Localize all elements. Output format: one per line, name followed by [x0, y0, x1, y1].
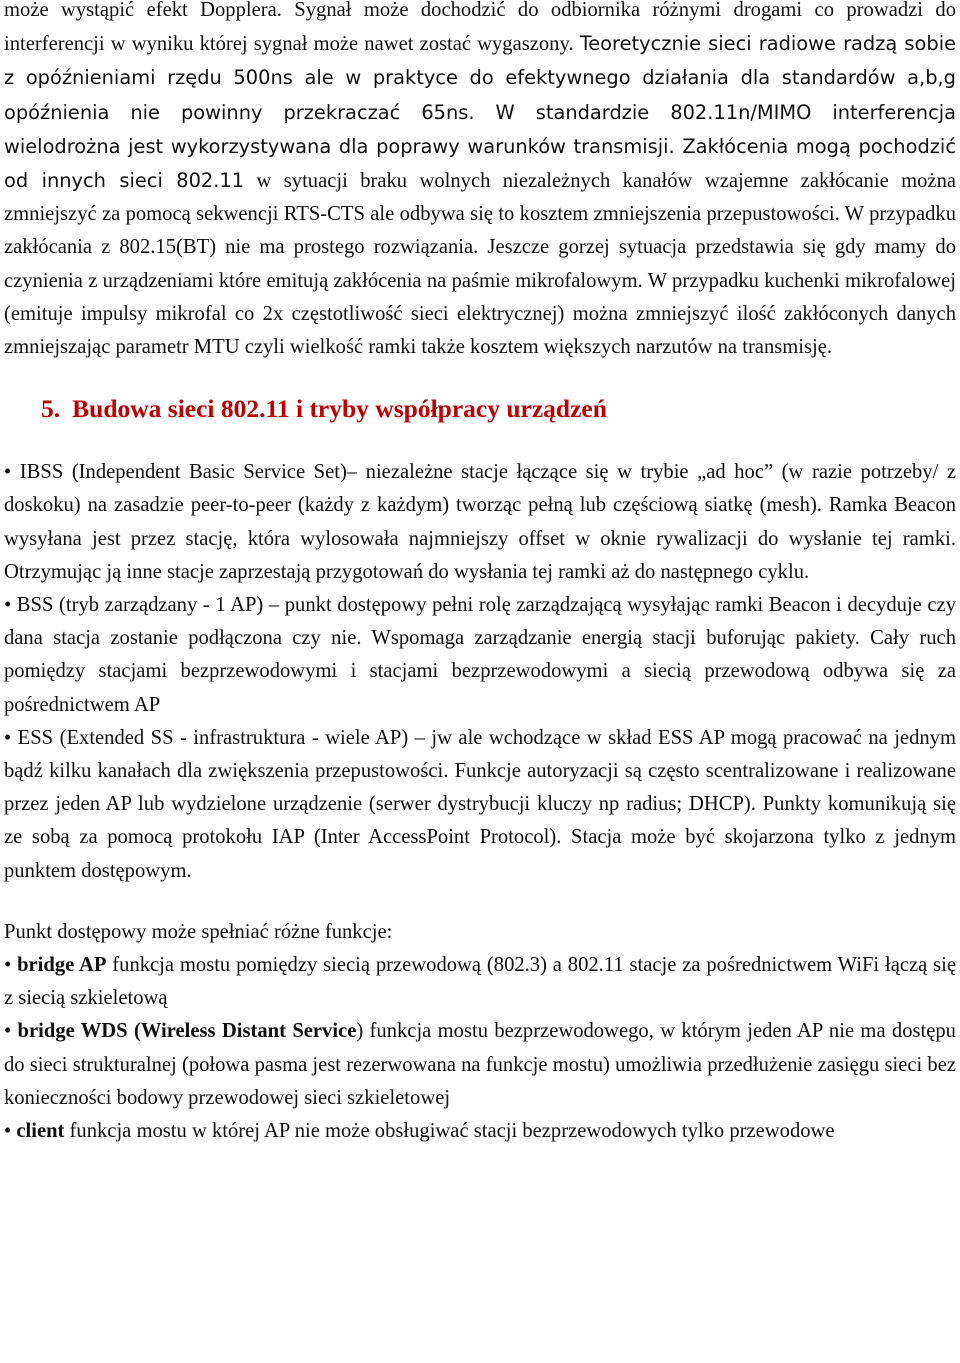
bullet: •	[4, 1120, 17, 1143]
desc-client: funkcja mostu w której AP nie może obsługiwać stacji bezprzewodowych tylko przewodowe	[64, 1120, 835, 1143]
paragraph-interference	[4, 0, 956, 364]
desc-bridge-ap: funkcja mostu pomiędzy siecią przewodową (802.3) a 802.11 stacje za pośrednictwem WiFi łączą się z siecią szkieletową	[4, 954, 957, 1010]
term-client: client	[16, 1120, 65, 1143]
bullet: •	[4, 954, 18, 977]
text-microwave-oven: W przypadku kuchenki mikrofalowej (emituje impulsy mikrofal co 2x częstotliwość sieci elektrycznej) można zmniejszyć ilość zakłóconych danych zmniejszając parametr MTU czyli wielkość ramki także kosztem większych narzutów na transmisję.	[4, 269, 957, 359]
paragraph-ibss: • IBSS (Independent Basic Service Set)– niezależne stacje łączące się w trybie „ad hoc” (w razie potrzeby/ z doskoku) na zasadzie peer-to-peer (każdy z każdym) tworząc pełną lub częściową siatkę (mesh). Ramka Beacon wysyłana jest przez stację, która wylosowała najmniejszy offset w oknie rywalizacji do wysłanie tej ramki. Otrzymując ją inne stacje zaprzestają przygotowań do wysłania tej ramki aż do następnego cyklu.	[4, 461, 956, 583]
paragraph-ess: • ESS (Extended SS - infrastruktura - wiele AP) – jw ale wchodzące w skład ESS AP mogą pracować na jednym bądź kilku kanałach dla zwiększenia przepustowości. Funkcje autoryzacji są często scentralizowane i realizowane przez jeden AP lub wydzielone urządzenie (serwer dystrybucji kluczy np radius; DHCP). Punkty komunikują się ze sobą za pomocą protokołu IAP (Inter AccessPoint Protocol). Stacja może być skojarzona tylko z jednym punktem dostępowym.	[4, 726, 956, 882]
list-item-client	[4, 1115, 956, 1148]
section-title: Budowa sieci 802.11 i tryby współpracy urządzeń	[72, 394, 607, 424]
text-microwave-band: Jeszcze gorzej sytuacja przedstawia się gdy mamy do czynienia z urządzeniami które emitują zakłócenia na paśmie mikrofalowym.	[4, 236, 956, 292]
section-heading	[41, 392, 956, 426]
text-doppler: może wystąpić efekt Dopplera. Sygnał może dochodzić do odbiornika różnymi drogami co prowadzi do interferencji w wyniku której sygnał może nawet zostać wygaszony.	[4, 0, 956, 56]
list-item-bridge-wds	[4, 1015, 956, 1115]
paragraph-ap-functions-intro: Punkt dostępowy może spełniać różne funkcje:	[4, 920, 393, 943]
paragraph-bss: • BSS (tryb zarządzany - 1 AP) – punkt dostępowy pełni rolę zarządzającą wysyłając ramki Beacon i decyduje czy dana stacja zostanie podłączona czy nie. Wspomaga zarządzanie energią stacji buforując pakiety. Cały ruch pomiędzy stacjami bezprzewodowymi i stacjami bezprzewodowymi a siecią przewodową odbywa się za pośrednictwem AP	[4, 594, 956, 716]
term-bridge-wds: bridge WDS (Wireless Distant Service	[17, 1020, 357, 1043]
spacer	[4, 888, 956, 916]
term-bridge-ap: bridge AP	[17, 954, 107, 977]
section-number: 5.	[41, 394, 61, 424]
bullet: •	[4, 1020, 18, 1043]
text-delays-mimo: Teoretycznie sieci radiowe radzą sobie z opóźnieniami rzędu 500ns ale w praktyce do efektywnego działania dla standardów a,b,g opóźnienia nie powinny przekraczać 65ns. W standardzie 802.11n/MIMO interferencja wielodrożna jest wykorzystywana dla poprawy warunków transmisji. Zakłócenia mogą pochodzić od innych sieci 802.11	[4, 32, 957, 193]
desc-bridge-wds: ) funkcja mostu bezprzewodowego, w którym jeden AP nie ma dostępu do sieci strukturalnej (połowa pasma jest rezerwowana na funkcje mostu) umożliwia przedłużenie zasięgu sieci bez konieczności bodowy przewodowej sieci szkieletowej	[4, 1020, 956, 1109]
text-rts-cts: w sytuacji braku wolnych niezależnych kanałów wzajemne zakłócanie można zmniejszyć za pomocą sekwencji RTS-CTS ale odbywa się to kosztem zmniejszenia przepustowości. W przypadku zakłócania z 802.15(BT) nie ma prostego rozwiązania.	[4, 170, 957, 259]
list-item-bridge-ap	[4, 949, 956, 1015]
